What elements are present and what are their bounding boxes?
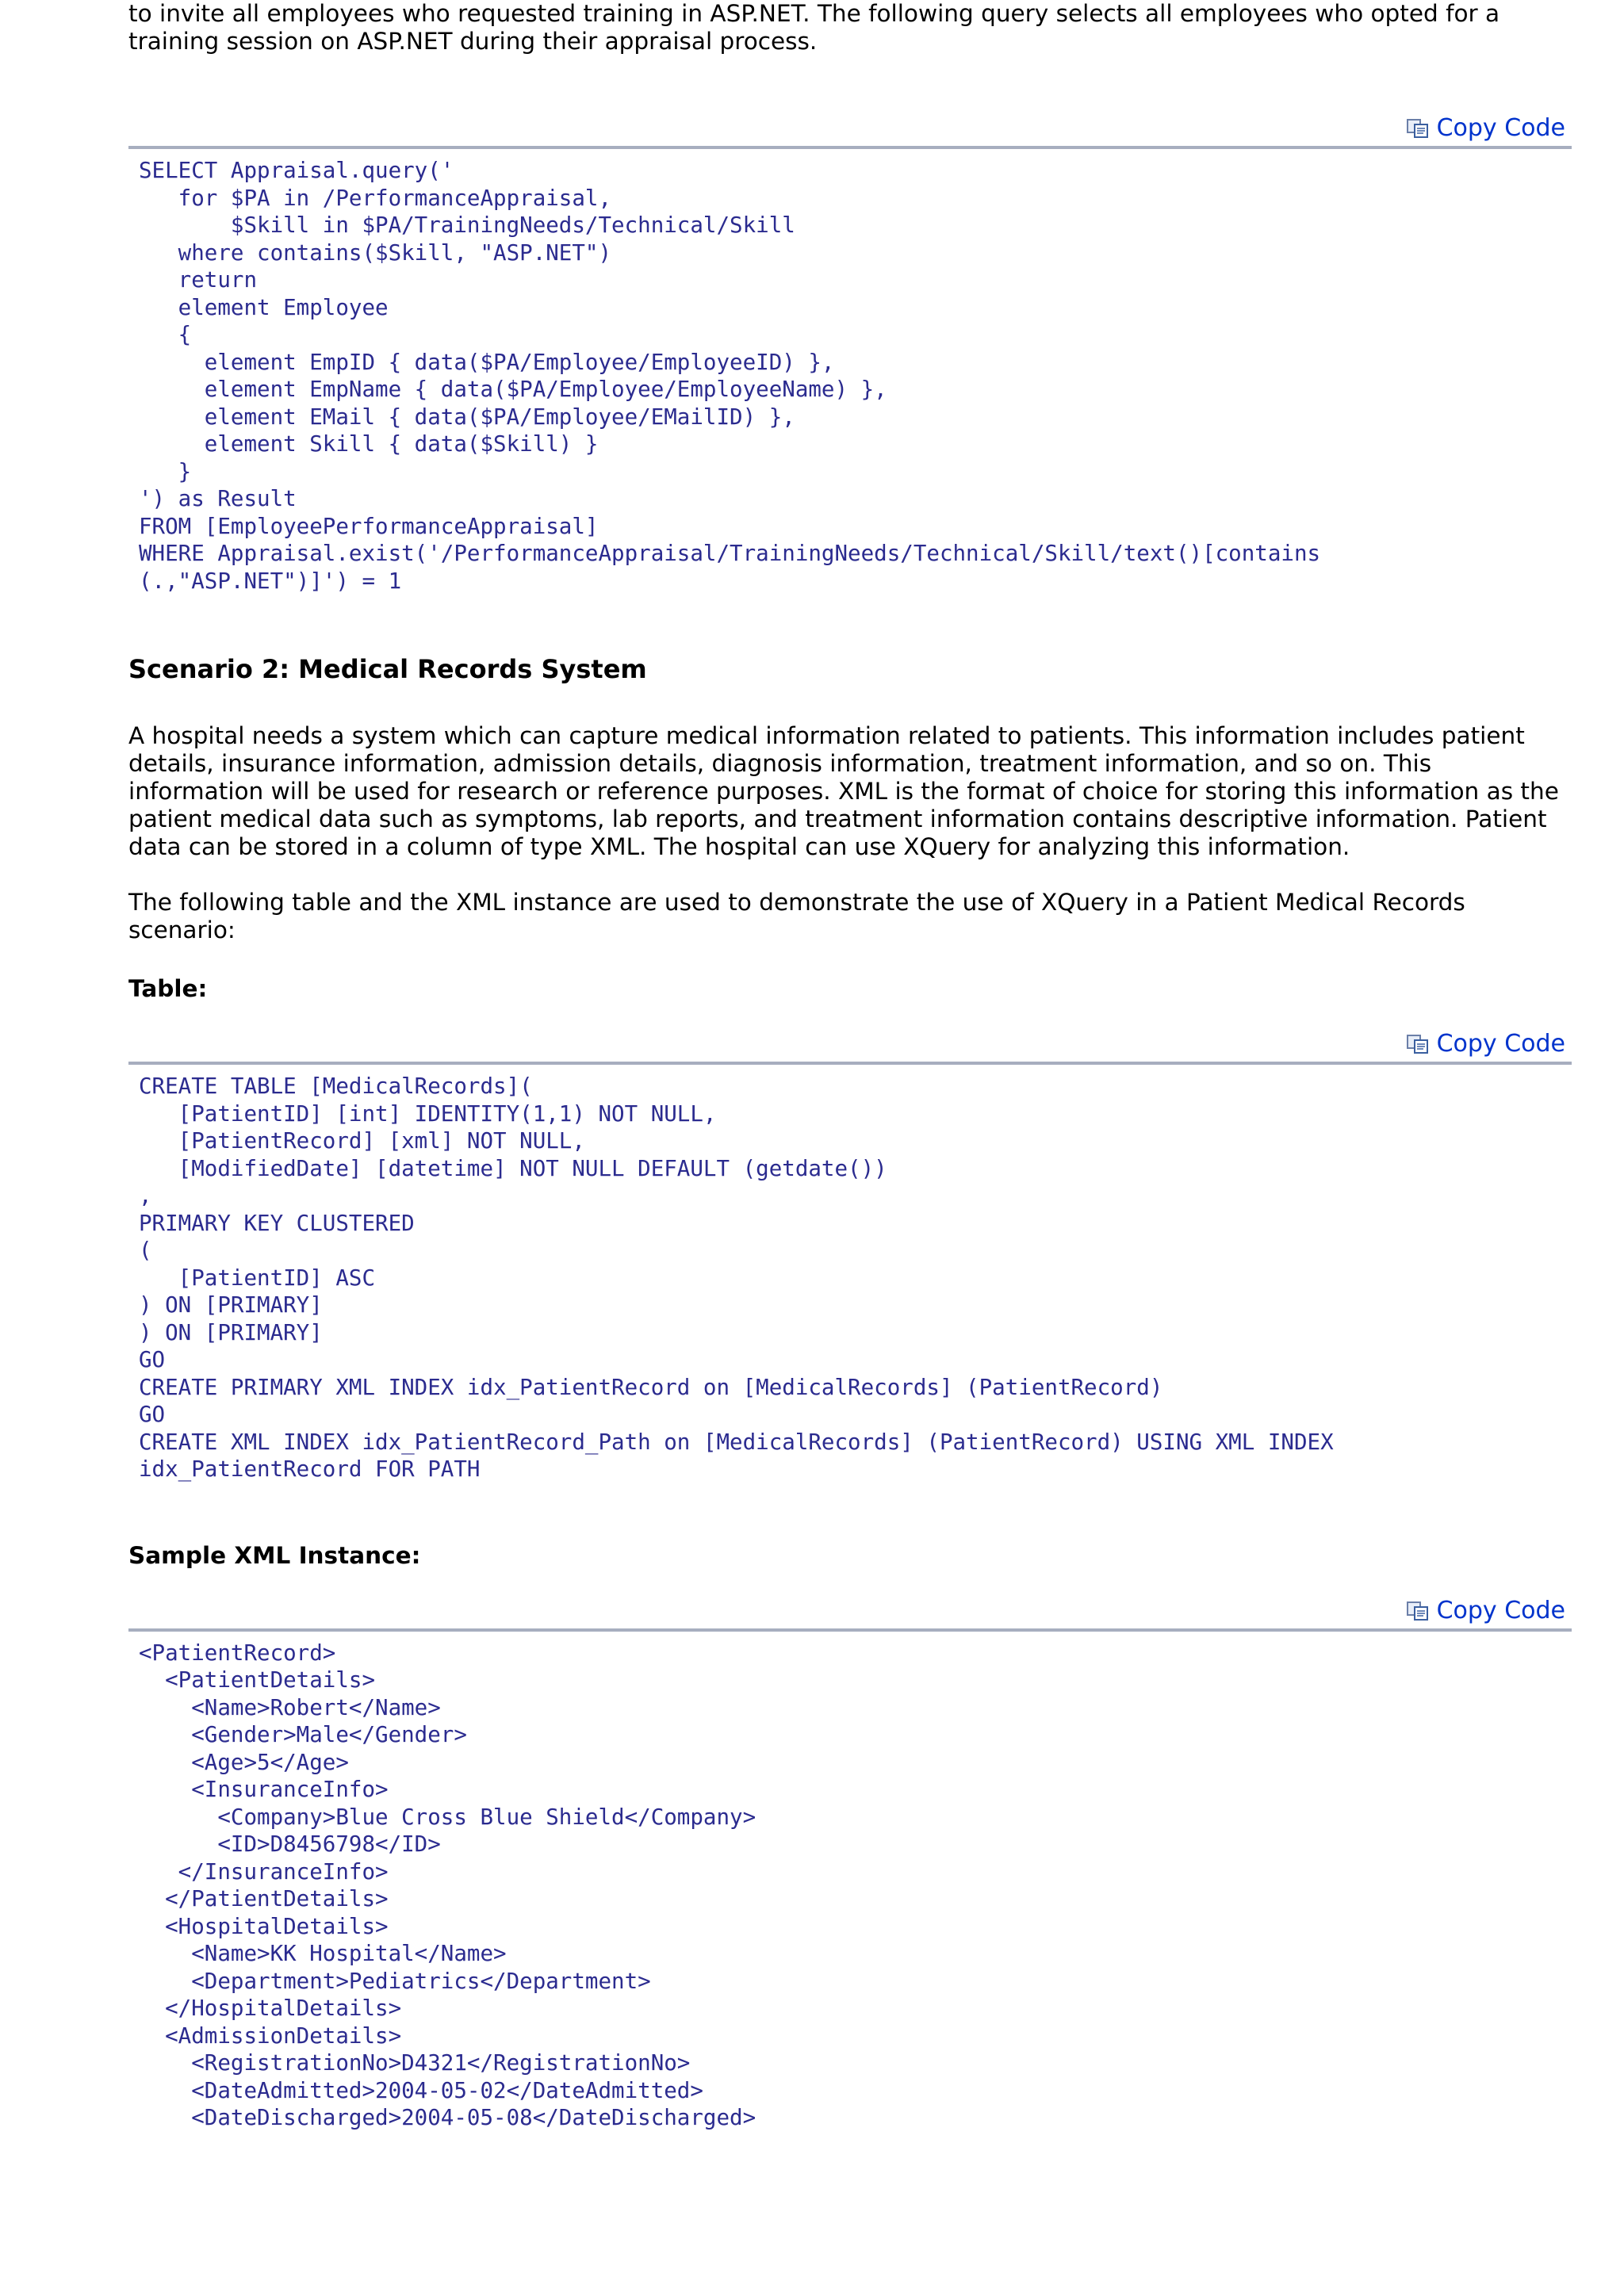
code-line: <HospitalDetails> bbox=[139, 1913, 389, 1939]
code-line: GO bbox=[139, 1347, 166, 1372]
code-line: element Skill { data($Skill) } bbox=[139, 431, 599, 457]
code-line: element Employee bbox=[139, 294, 389, 320]
code-block-1 bbox=[128, 157, 1572, 595]
code-line: WHERE Appraisal.exist('/PerformanceAppraisal/TrainingNeeds/Technical/Skill/text()[contains bbox=[139, 541, 1321, 566]
code-line: element EMail { data($PA/Employee/EMailID) }, bbox=[139, 404, 795, 430]
code-line: $Skill in $PA/TrainingNeeds/Technical/Skill bbox=[139, 212, 795, 238]
scenario2-heading: Scenario 2: Medical Records System bbox=[128, 654, 647, 684]
code-line: , bbox=[139, 1183, 152, 1208]
code-line: element EmpName { data($PA/Employee/EmployeeName) }, bbox=[139, 377, 887, 402]
code-line: <Age>5</Age> bbox=[139, 1749, 349, 1775]
intro-paragraph: to invite all employees who requested training in ASP.NET. The following query selects all employees who opted for a training session on ASP.NET during their appraisal process. bbox=[128, 0, 1500, 55]
code-line: <DateAdmitted>2004-05-02</DateAdmitted> bbox=[139, 2077, 703, 2103]
code-line: [PatientID] ASC bbox=[139, 1265, 376, 1291]
code-line: [PatientRecord] [xml] NOT NULL, bbox=[139, 1128, 585, 1154]
code-line: <Department>Pediatrics</Department> bbox=[139, 1968, 651, 1994]
document-content bbox=[128, 0, 1572, 2132]
copy-code-label: Copy Code bbox=[1436, 1030, 1565, 1058]
code-line: PRIMARY KEY CLUSTERED bbox=[139, 1210, 415, 1236]
code-line: element EmpID { data($PA/Employee/EmployeeID) }, bbox=[139, 349, 835, 375]
code-line: <AdmissionDetails> bbox=[139, 2022, 402, 2049]
code-line: { bbox=[139, 322, 192, 347]
code-line: <Name>KK Hospital</Name> bbox=[139, 1941, 507, 1966]
code-line: <PatientRecord> bbox=[139, 1640, 336, 1666]
copy-code-button-1[interactable] bbox=[1407, 114, 1565, 143]
sample-xml-heading: Sample XML Instance: bbox=[128, 1541, 421, 1569]
scenario2-paragraph-2: The following table and the XML instance are used to demonstrate the use of XQuery in a Patient Medical Records scenario: bbox=[128, 889, 1465, 943]
code-line: <ID>D8456798</ID> bbox=[139, 1831, 441, 1857]
code-line: SELECT Appraisal.query(' bbox=[139, 158, 454, 183]
code-block-3 bbox=[128, 1640, 1572, 2132]
code-line: ( bbox=[139, 1238, 152, 1263]
code-line: <InsuranceInfo> bbox=[139, 1777, 389, 1802]
code-line: idx_PatientRecord FOR PATH bbox=[139, 1456, 481, 1482]
copy-code-button-3[interactable] bbox=[1407, 1597, 1565, 1625]
code-line: ) ON [PRIMARY] bbox=[139, 1319, 323, 1345]
copy-code-label: Copy Code bbox=[1436, 1596, 1565, 1624]
copy-code-button-2[interactable] bbox=[1407, 1030, 1565, 1058]
code-line: (.,"ASP.NET")]') = 1 bbox=[139, 568, 402, 594]
code-line: [ModifiedDate] [datetime] NOT NULL DEFAULT (getdate()) bbox=[139, 1155, 887, 1181]
copy-icon bbox=[1407, 119, 1429, 138]
code-line: <PatientDetails> bbox=[139, 1667, 376, 1693]
code-line: </HospitalDetails> bbox=[139, 1996, 402, 2021]
code-line: ) ON [PRIMARY] bbox=[139, 1292, 323, 1318]
code-line: <RegistrationNo>D4321</RegistrationNo> bbox=[139, 2050, 691, 2076]
code-line: <DateDischarged>2004-05-08</DateDischarged> bbox=[139, 2105, 756, 2130]
code-line: CREATE PRIMARY XML INDEX idx_PatientRecord on [MedicalRecords] (PatientRecord) bbox=[139, 1374, 1163, 1400]
code-line: </PatientDetails> bbox=[139, 1886, 389, 1911]
code-block-2-header bbox=[128, 1027, 1572, 1065]
code-line: <Company>Blue Cross Blue Shield</Company> bbox=[139, 1804, 756, 1830]
table-heading: Table: bbox=[128, 975, 208, 1002]
code-line: } bbox=[139, 458, 192, 484]
code-block-3-header bbox=[128, 1594, 1572, 1632]
code-line: <Name>Robert</Name> bbox=[139, 1694, 441, 1720]
code-line: for $PA in /PerformanceAppraisal, bbox=[139, 185, 612, 211]
code-line: GO bbox=[139, 1402, 166, 1427]
copy-icon bbox=[1407, 1601, 1429, 1621]
code-line: </InsuranceInfo> bbox=[139, 1858, 389, 1885]
code-line: where contains($Skill, "ASP.NET") bbox=[139, 239, 612, 266]
code-block-2 bbox=[128, 1073, 1572, 1483]
copy-code-label: Copy Code bbox=[1436, 114, 1565, 142]
code-line: CREATE TABLE [MedicalRecords]( bbox=[139, 1073, 533, 1099]
code-line: <Gender>Male</Gender> bbox=[139, 1722, 467, 1747]
code-line: [PatientID] [int] IDENTITY(1,1) NOT NULL, bbox=[139, 1100, 717, 1127]
code-line: FROM [EmployeePerformanceAppraisal] bbox=[139, 513, 599, 539]
copy-icon bbox=[1407, 1035, 1429, 1054]
code-line: return bbox=[139, 267, 258, 293]
code-line: ') as Result bbox=[139, 486, 297, 511]
code-line: CREATE XML INDEX idx_PatientRecord_Path on [MedicalRecords] (PatientRecord) USING XML INDEX bbox=[139, 1429, 1334, 1455]
code-block-1-header bbox=[128, 111, 1572, 149]
scenario2-paragraph-1: A hospital needs a system which can capture medical information related to patients. This information includes patient details, insurance information, admission details, diagnosis information, treatment information, and so on. This information will be used for research or reference purposes. XML is the format of choice for storing this information as the patient medical data such as symptoms, lab reports, and treatment information contains descriptive information. Patient data can be stored in a column of type XML. The hospital can use XQuery for analyzing this information. bbox=[128, 722, 1559, 860]
